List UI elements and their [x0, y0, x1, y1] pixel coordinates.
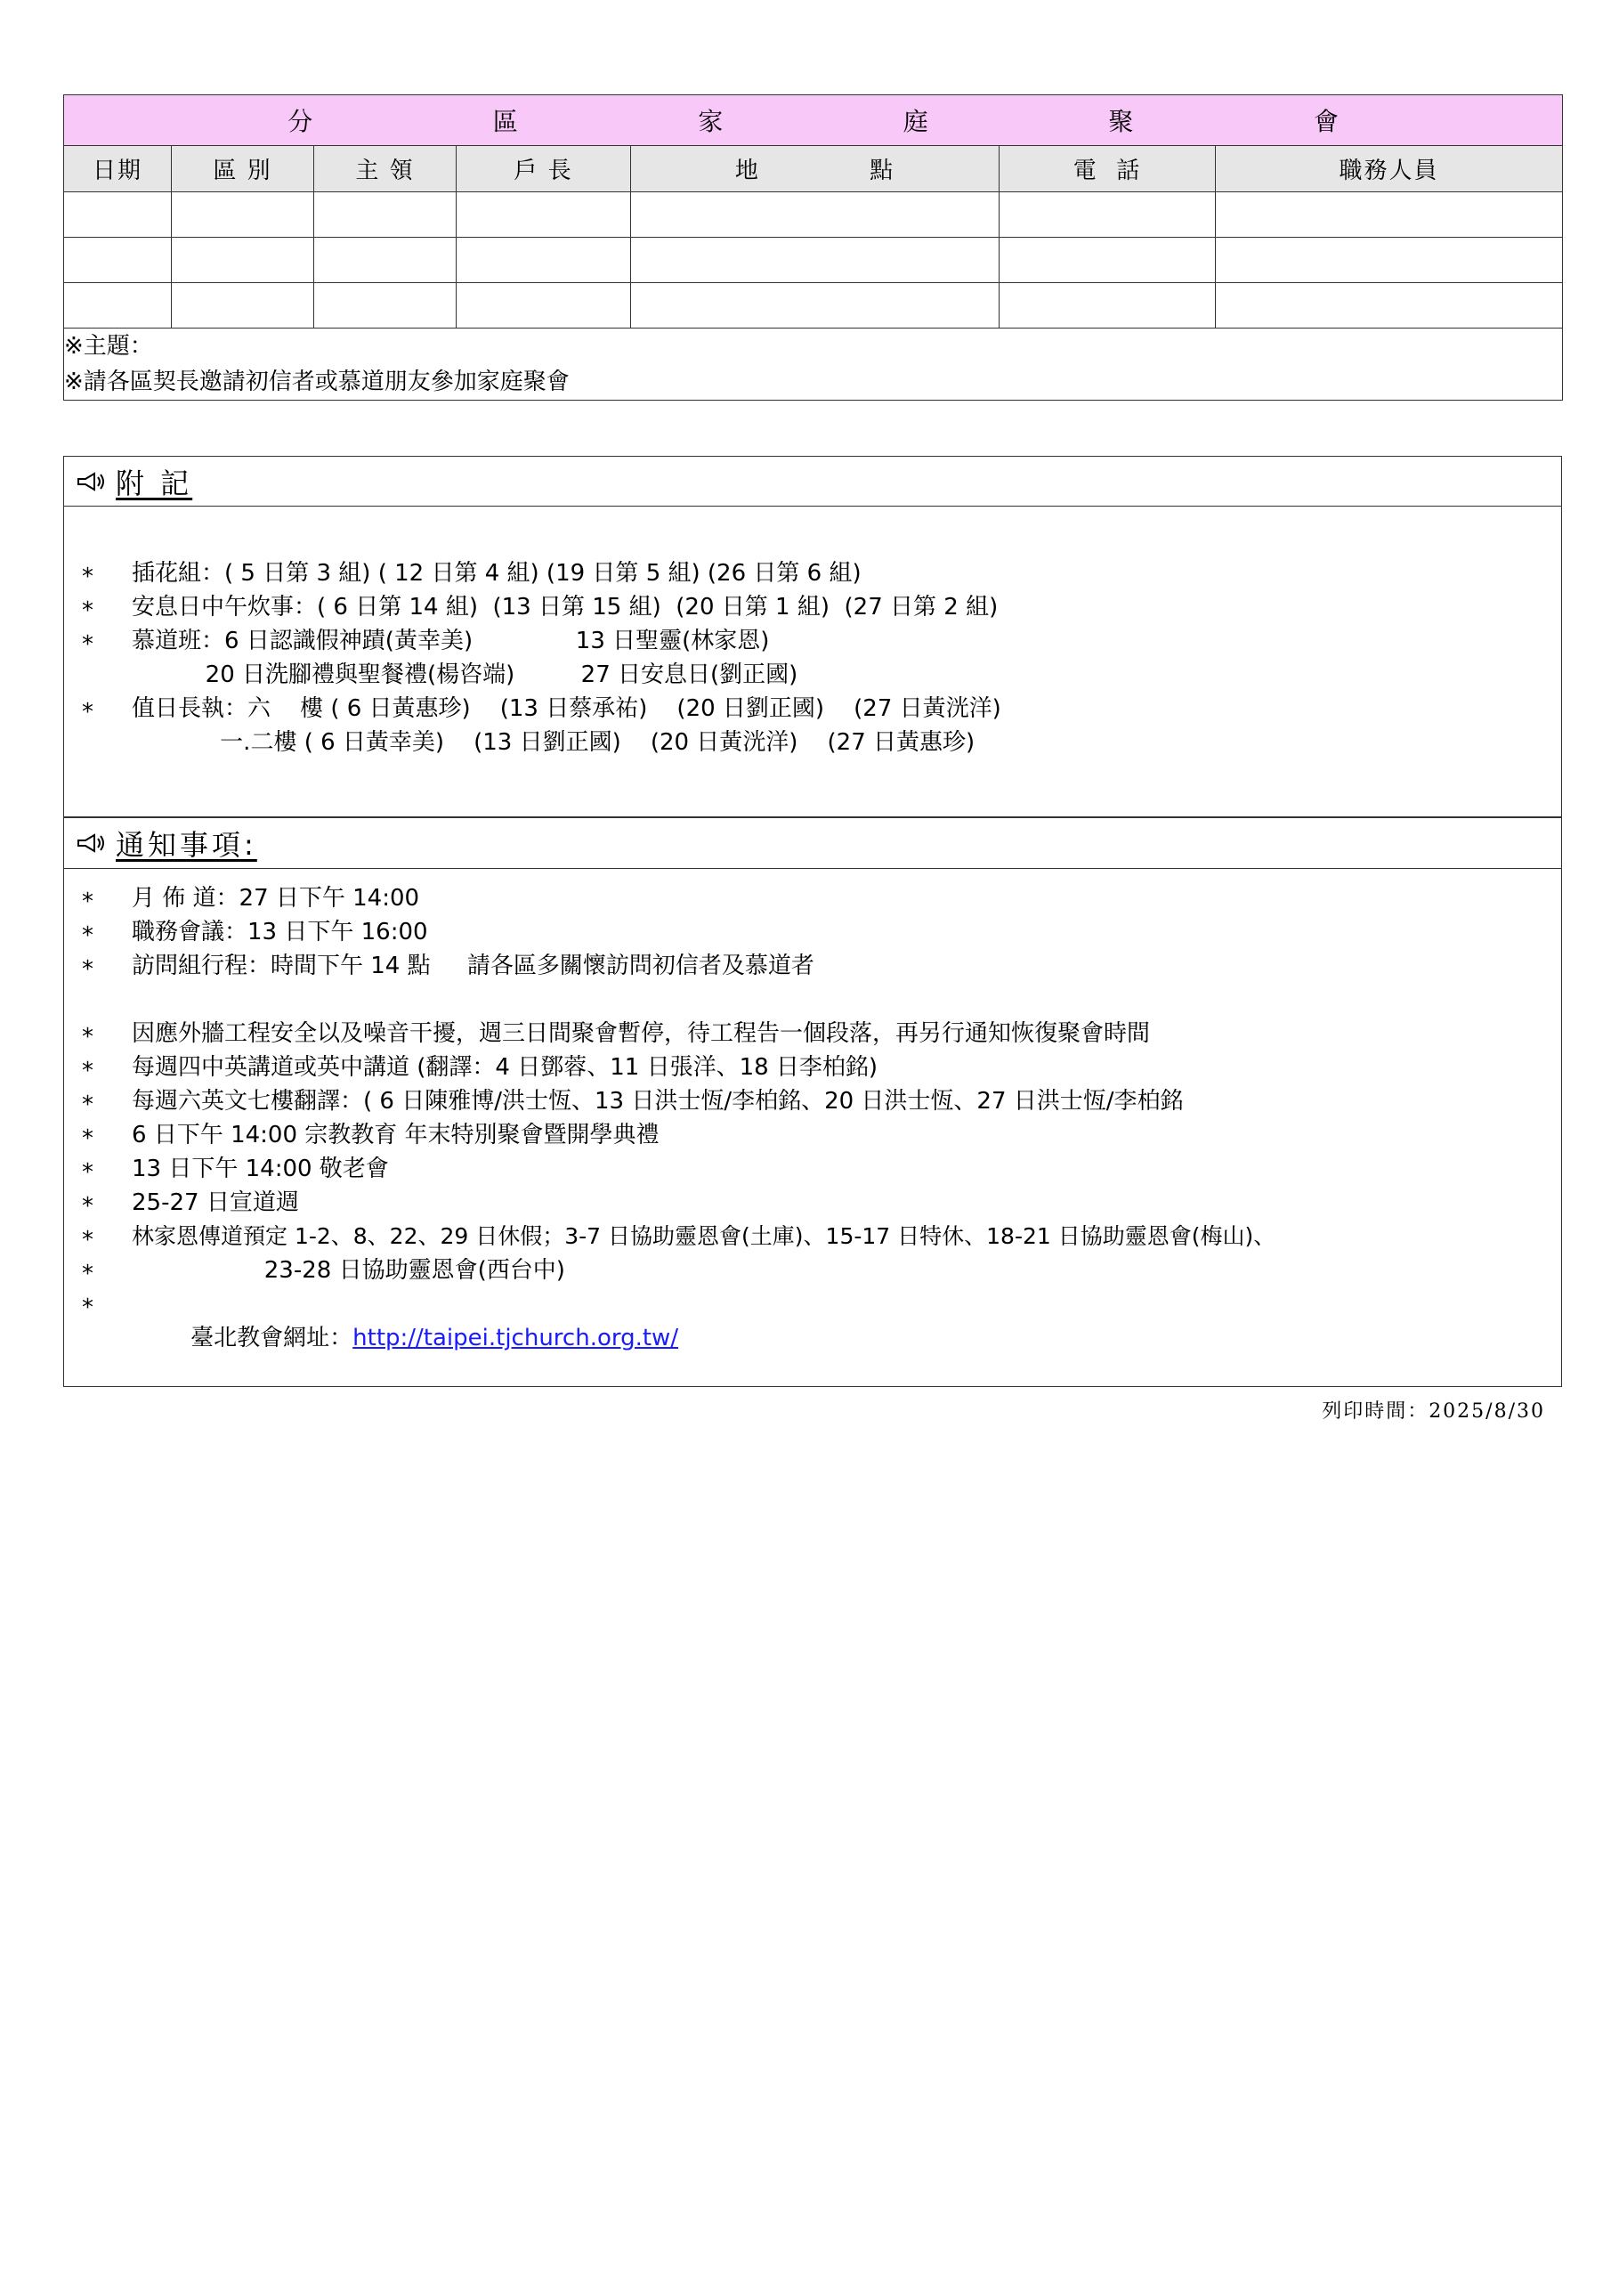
bullet: * — [82, 1159, 93, 1186]
table-row — [64, 238, 1563, 283]
website-label: 臺北教會網址： — [190, 1325, 353, 1351]
table-cell — [64, 238, 172, 283]
table-cell — [1000, 283, 1216, 329]
header-staff: 職務人員 — [1216, 146, 1563, 192]
list-item — [64, 881, 1561, 915]
theme-label: ※主題： — [64, 333, 153, 360]
table-row — [64, 283, 1563, 329]
list-item-text: 慕道班：6 日認識假神蹟(黃幸美) 13 日聖靈(林家恩) — [132, 628, 770, 654]
title-char: 聚 — [1108, 107, 1134, 136]
header-phone: 電 話 — [1000, 146, 1216, 192]
appendix-box — [63, 456, 1562, 818]
bullet: * — [82, 699, 93, 726]
bullet: * — [82, 1091, 93, 1118]
list-item — [64, 1118, 1561, 1152]
appendix-header — [64, 457, 1561, 507]
list-item — [64, 1253, 1561, 1287]
header-district: 區 別 — [172, 146, 314, 192]
list-item — [64, 949, 1561, 983]
website-line — [64, 1287, 1561, 1351]
bullet: * — [82, 1227, 93, 1253]
notices-box — [63, 816, 1562, 1387]
table-cell — [64, 283, 172, 329]
list-item — [64, 1186, 1561, 1220]
list-item-text: 值日長執：六 樓 ( 6 日黃惠珍) (13 日蔡承祐) (20 日劉正國) (27 日黃洸洋) — [132, 695, 1001, 722]
list-item — [64, 1152, 1561, 1186]
notices-title: 通知事項: — [116, 827, 257, 862]
table-cell — [64, 192, 172, 238]
list-item-text: 每週四中英講道或英中講道 (翻譯：4 日鄧蓉、11 日張洋、18 日李柏銘) — [132, 1054, 878, 1081]
bullet: * — [82, 888, 93, 915]
list-item-text: 安息日中午炊事：( 6 日第 14 組) (13 日第 15 組) (20 日第 1 組) (27 日第 2 組) — [132, 594, 999, 621]
bullet: * — [82, 631, 93, 658]
table-title — [64, 95, 1563, 146]
list-item — [64, 1084, 1561, 1118]
notices-body — [64, 869, 1561, 1351]
table-cell — [172, 238, 314, 283]
table-cell — [457, 283, 631, 329]
list-item-text: 13 日下午 14:00 敬老會 — [132, 1156, 389, 1182]
megaphone-icon — [77, 472, 107, 491]
appendix-title: 附 記 — [116, 466, 193, 500]
bullet: * — [82, 922, 93, 949]
list-item-text: 月 佈 道：27 日下午 14:00 — [132, 885, 420, 912]
table-cell — [631, 192, 1000, 238]
table-cell — [314, 283, 457, 329]
title-char: 區 — [492, 107, 518, 136]
list-item — [64, 658, 1561, 692]
title-char: 家 — [698, 107, 724, 136]
table-cell — [172, 283, 314, 329]
list-item-text: 一.二樓 ( 6 日黃幸美) (13 日劉正國) (20 日黃洸洋) (27 日黃惠珍) — [132, 729, 975, 756]
notices-header — [64, 817, 1561, 869]
list-item — [64, 1220, 1561, 1253]
list-item-text: 每週六英文七樓翻譯：( 6 日陳雅博/洪士恆、13 日洪士恆/李柏銘、20 日洪士恆、27 日洪士恆/李柏銘 — [132, 1088, 1184, 1115]
megaphone-icon — [77, 833, 107, 853]
title-char: 會 — [1313, 107, 1339, 136]
bullet: * — [82, 564, 93, 590]
bullet: * — [82, 1125, 93, 1152]
bullet: * — [82, 1193, 93, 1220]
invite-note: ※請各區契長邀請初信者或慕道朋友參加家庭聚會 — [64, 369, 570, 395]
list-item — [64, 726, 1561, 759]
table-cell — [314, 238, 457, 283]
family-gathering-table — [63, 94, 1563, 401]
list-item-text: 訪問組行程：時間下午 14 點 請各區多關懷訪問初信者及慕道者 — [132, 953, 814, 979]
list-item-text: 插花組：( 5 日第 3 組) ( 12 日第 4 組) (19 日第 5 組) (26 日第 6 組) — [132, 560, 862, 587]
table-cell — [314, 192, 457, 238]
list-item-text: 職務會議：13 日下午 16:00 — [132, 919, 428, 945]
bullet: * — [82, 1058, 93, 1084]
title-char: 庭 — [903, 107, 928, 136]
header-householder: 戶 長 — [457, 146, 631, 192]
table-cell — [457, 192, 631, 238]
table-row — [64, 192, 1563, 238]
list-item — [64, 590, 1561, 624]
list-item — [64, 1051, 1561, 1084]
appendix-body — [64, 507, 1561, 759]
list-item — [64, 915, 1561, 949]
table-cell — [631, 238, 1000, 283]
list-item — [64, 624, 1561, 658]
list-item — [64, 1017, 1561, 1051]
header-date: 日期 — [64, 146, 172, 192]
bullet: * — [82, 1024, 93, 1051]
table-cell — [172, 192, 314, 238]
bullet: * — [82, 597, 93, 624]
print-time: 列印時間：2025/8/30 — [1322, 1400, 1545, 1423]
list-item-text: 6 日下午 14:00 宗教教育 年末特別聚會暨開學典禮 — [132, 1122, 660, 1148]
table-notes — [64, 329, 1563, 401]
list-item — [64, 692, 1561, 726]
list-item-text: 因應外牆工程安全以及噪音干擾，週三日間聚會暫停，待工程告一個段落，再另行通知恢復聚會時間 — [132, 1020, 1151, 1047]
bullet: * — [82, 956, 93, 983]
header-location: 地 點 — [631, 146, 1000, 192]
table-cell — [1000, 192, 1216, 238]
list-item-text: 林家恩傳道預定 1-2、8、22、29 日休假；3-7 日協助靈恩會(土庫)、15-17 日特休、18-21 日協助靈恩會(梅山)、 — [132, 1223, 1276, 1249]
list-item-text: 25-27 日宣道週 — [132, 1189, 299, 1216]
table-cell — [457, 238, 631, 283]
list-item — [64, 556, 1561, 590]
list-item-text: 20 日洗腳禮與聖餐禮(楊咨端) 27 日安息日(劉正國) — [132, 661, 798, 688]
website-link[interactable]: http://taipei.tjchurch.org.tw/ — [352, 1325, 679, 1351]
table-cell — [1000, 238, 1216, 283]
list-item-text: 23-28 日協助靈恩會(西台中) — [132, 1257, 565, 1284]
title-char: 分 — [287, 107, 313, 136]
table-cell — [1216, 238, 1563, 283]
table-cell — [1216, 192, 1563, 238]
bullet: * — [82, 1261, 93, 1287]
table-cell — [1216, 283, 1563, 329]
family-gathering-section — [63, 94, 1562, 401]
header-leader: 主 領 — [314, 146, 457, 192]
bullet: * — [82, 1294, 93, 1321]
table-cell — [631, 283, 1000, 329]
